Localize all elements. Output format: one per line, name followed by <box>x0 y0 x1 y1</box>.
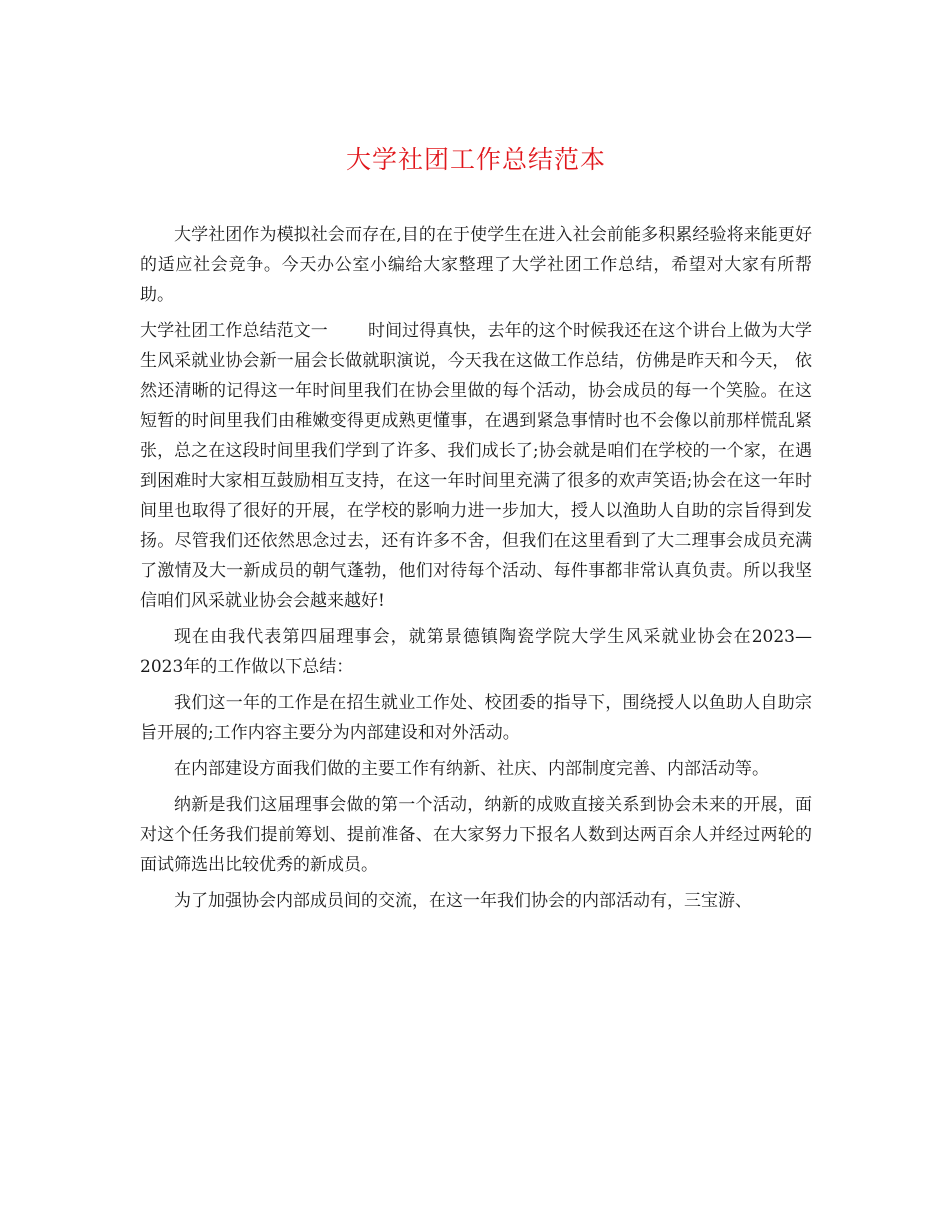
section-heading: 大学社团工作总结范文一 <box>140 321 328 341</box>
intro-paragraph: 大学社团作为模拟社会而存在,目的在于使学生在进入社会前能多积累经验将来能更好的适应社会竞争。今天办公室小编给大家整理了大学社团工作总结，希望对大家有所帮助。 <box>140 225 812 305</box>
body-paragraph-3: 在内部建设方面我们做的主要工作有纳新、社庆、内部制度完善、内部活动等。 <box>174 759 769 779</box>
document-title: 大学社团工作总结范本 <box>345 145 606 174</box>
body-paragraph-1: 现在由我代表第四届理事会，就第景德镇陶瓷学院大学生风采就业协会在2023—2023年的工作做以下总结： <box>140 627 812 677</box>
body-paragraph-2: 我们这一年的工作是在招生就业工作处、校团委的指导下，围绕授人以鱼助人自助宗旨开展的;工作内容主要分为内部建设和对外活动。 <box>140 693 812 743</box>
document-body <box>140 220 812 916</box>
section-first-text: 时间过得真快，去年的这个时候我还在这个讲台上做为大学生风采就业协会新一届会长做就职演说，今天我在这做工作总结，仿佛是昨天和今天， 依然还清晰的记得这一年时间里我们在协会里做的每个活动，协会成员的每一个笑脸。在这短暂的时间里我们由稚嫩变得更成熟更懂事，在遇到紧急事情时也不会像以前那样慌乱紧张，总之在这段时间里我们学到了许多、我们成长了;协会就是咱们在学校的一个家，在遇到困难时大家相互鼓励相互支持，在这一年时间里充满了很多的欢声笑语;协会在这一年时间里也取得了很好的开展，在学校的影响力进一步加大，授人以渔助人自助的宗旨得到发扬。尽管我们还依然思念过去，还有许多不舍，但我们在这里看到了大二理事会成员充满了激情及大一新成员的朝气蓬勃，他们对待每个活动、每件事都非常认真负责。所以我坚信咱们风采就业协会会越来越好! <box>140 321 813 611</box>
body-paragraph-4: 纳新是我们这届理事会做的第一个活动，纳新的成败直接关系到协会未来的开展，面对这个任务我们提前筹划、提前准备、在大家努力下报名人数到达两百余人并经过两轮的面试筛选出比较优秀的新成员。 <box>140 795 812 875</box>
document-page <box>140 140 812 922</box>
body-paragraph-5: 为了加强协会内部成员间的交流，在这一年我们协会的内部活动有，三宝游、 <box>174 891 752 911</box>
section-paragraph <box>140 316 812 616</box>
